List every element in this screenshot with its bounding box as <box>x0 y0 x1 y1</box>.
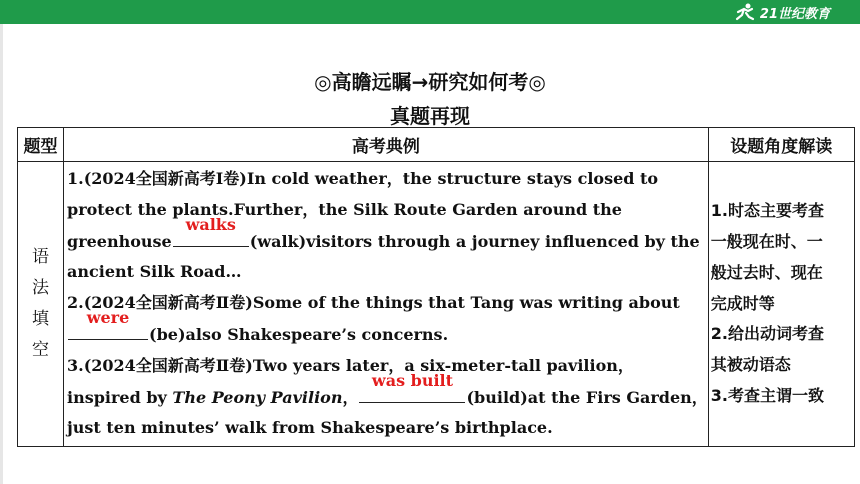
angle-cell <box>708 162 854 447</box>
angle-line: 2.给出动词考查 <box>710 324 825 344</box>
type-char: 空 <box>32 340 49 361</box>
logo-text: 21世纪教育 <box>759 6 830 22</box>
table-row <box>18 162 855 447</box>
answer-text: was built <box>371 370 454 390</box>
example-line: 1.(2024全国新高考Ⅰ卷)In cold weather，the structure stays closed to <box>67 169 659 188</box>
answer-text: walks <box>185 214 236 234</box>
example-line: protect the plants.Further，the Silk Route Garden around the <box>67 199 622 219</box>
type-cell <box>18 162 64 447</box>
angle-line: 完成时等 <box>710 293 775 313</box>
top-banner <box>0 0 860 24</box>
angle-line: 1.时态主要考查 <box>710 201 825 221</box>
example-line: 3.(2024全国新高考Ⅱ卷)Two years later，a six-meter-tall pavilion， <box>67 355 634 375</box>
text-fragment: greenhouse <box>67 231 172 251</box>
angle-line: 其被动语态 <box>710 355 791 375</box>
example-line: ancient Silk Road… <box>67 262 242 282</box>
table-header-row <box>18 128 855 162</box>
page-title: ◎高瞻远瞩→研究如何考◎ <box>314 70 546 94</box>
example-line: just ten minutes’ walk from Shakespeare’s birthplace. <box>67 418 553 438</box>
angle-line: 3.考查主谓一致 <box>710 386 825 406</box>
angle-line: 般过去时、现在 <box>710 262 823 282</box>
exam-table <box>17 127 855 447</box>
angle-line: 一般现在时、一 <box>710 232 823 252</box>
book-title: The Peony Pavilion <box>172 387 343 407</box>
header-type: 题型 <box>18 128 64 162</box>
text-fragment: ， <box>342 387 359 407</box>
example-line <box>67 214 708 258</box>
text-fragment: (walk)visitors through a journey influenced by the <box>249 231 700 251</box>
type-char: 填 <box>32 309 49 330</box>
header-example: 高考典例 <box>64 128 709 162</box>
type-char: 语 <box>32 247 49 268</box>
text-fragment: (build)at the Firs Garden， <box>466 387 708 407</box>
brand-logo <box>734 2 830 22</box>
text-fragment: inspired by <box>67 387 173 407</box>
type-char: 法 <box>32 278 49 299</box>
example-line <box>67 370 708 414</box>
blank-line <box>68 308 148 340</box>
header-angle: 设题角度解读 <box>708 128 854 162</box>
answer-text: were <box>86 308 130 328</box>
example-line <box>67 308 708 351</box>
page-subtitle: 真题再现 <box>390 104 470 128</box>
blank-line <box>173 214 249 247</box>
blank-line <box>359 370 465 403</box>
example-line: 2.(2024全国新高考Ⅱ卷)Some of the things that Tang was writing about <box>67 293 680 313</box>
text-fragment: (be)also Shakespeare’s concerns. <box>149 324 449 344</box>
runner-icon <box>734 3 756 21</box>
example-cell <box>64 162 709 447</box>
